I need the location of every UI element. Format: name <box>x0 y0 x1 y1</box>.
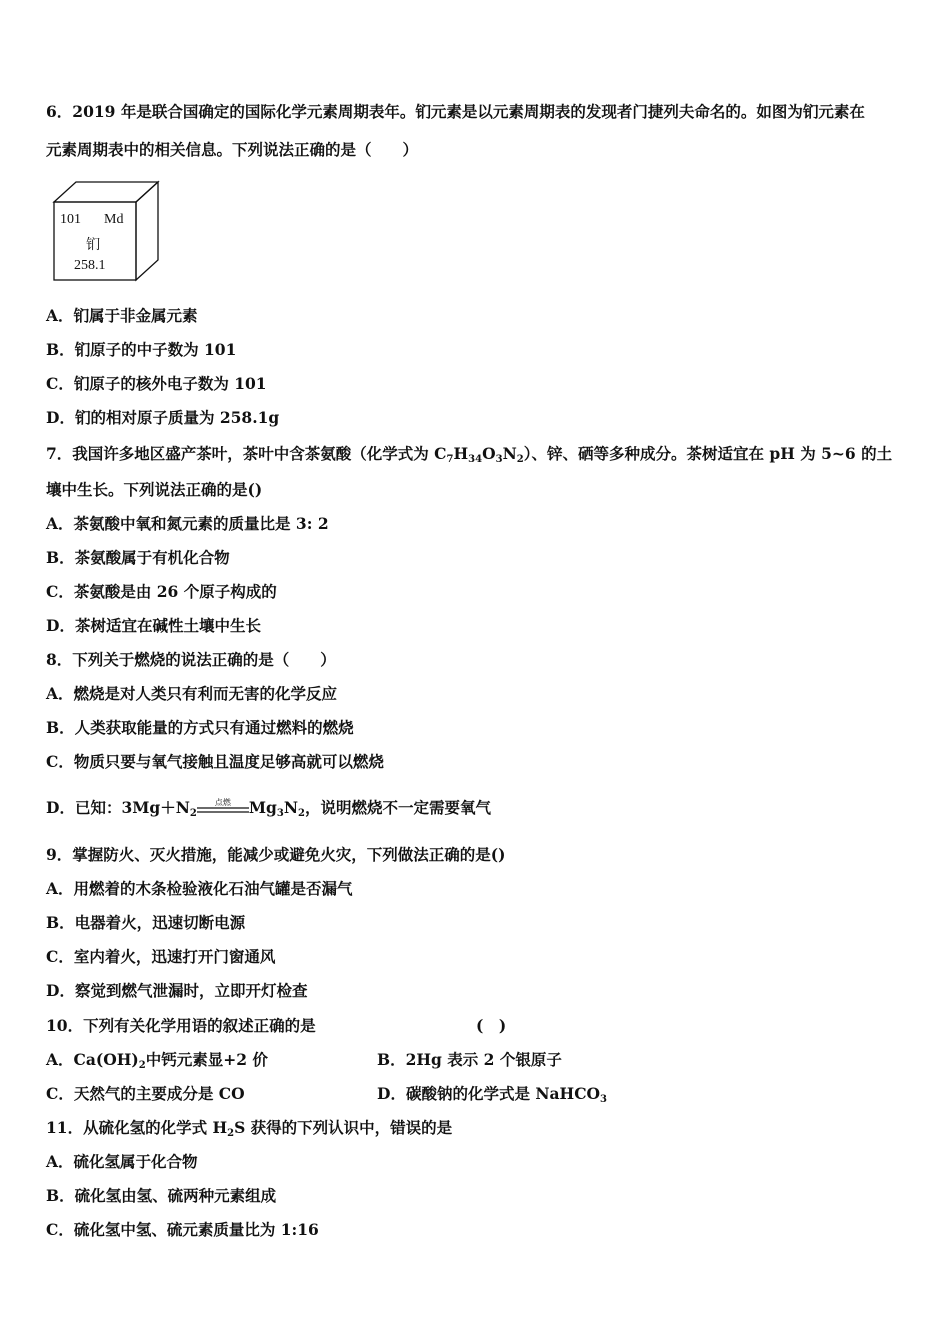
element-atomic-mass: 258.1 <box>74 258 106 273</box>
q10-answer-blank: ( ) <box>476 1016 507 1035</box>
q11-option-b: B．硫化氢由氢、硫两种元素组成 <box>46 1186 277 1205</box>
q7-n: N <box>502 444 517 463</box>
q8-stem: 8．下列关于燃烧的说法正确的是（ ） <box>46 650 336 669</box>
q9-stem: 9．掌握防火、灭火措施，能减少或避免火灾，下列做法正确的是() <box>46 845 506 864</box>
q11-option-c: C．硫化氢中氢、硫元素质量比为 1:16 <box>46 1220 319 1239</box>
q10-d-prefix: D．碳酸钠的化学式是 NaHCO <box>377 1084 601 1103</box>
q8-option-d <box>46 798 491 824</box>
q10-stem: 10．下列有关化学用语的叙述正确的是 <box>46 1016 316 1035</box>
element-name: 钔 <box>86 238 100 253</box>
element-cell-figure <box>52 180 160 282</box>
q7-o: O <box>482 444 496 463</box>
element-atomic-number: 101 <box>60 212 81 227</box>
q10-a-suffix: 中钙元素显+2 价 <box>145 1050 268 1069</box>
q8-d-sub-mg: 3 <box>276 808 284 819</box>
q7-sub-h: 34 <box>468 454 483 465</box>
element-cell-cube <box>52 180 160 282</box>
q8-d-n: N <box>283 798 298 817</box>
q11-stem-sub: 2 <box>227 1128 235 1139</box>
q7-option-d: D．茶树适宜在碱性土壤中生长 <box>46 616 261 635</box>
q7-stem-line1 <box>46 444 892 470</box>
q7-sub-n: 2 <box>516 454 524 465</box>
reaction-arrow <box>197 799 249 819</box>
q7-stem-part2: ）、锌、硒等多种成分。茶树适宜在 pH 为 5~6 的土 <box>523 444 893 463</box>
element-symbol: Md <box>104 212 124 227</box>
reaction-condition: 点燃 <box>214 798 231 807</box>
q6-option-a: A．钔属于非金属元素 <box>46 306 198 325</box>
q10-a-sub: 2 <box>138 1060 146 1071</box>
q8-option-b: B．人类获取能量的方式只有通过燃料的燃烧 <box>46 718 354 737</box>
q6-stem-line1: 6．2019 年是联合国确定的国际化学元素周期表年。钔元素是以元素周期表的发现者门捷列夫命名的。如图为钔元素在 <box>46 102 865 121</box>
q11-stem-prefix: 11．从硫化氢的化学式 H <box>46 1118 228 1137</box>
q9-option-b: B．电器着火，迅速切断电源 <box>46 913 246 932</box>
q10-option-a <box>46 1050 268 1076</box>
q9-option-a: A．用燃着的木条检验液化石油气罐是否漏气 <box>46 879 353 898</box>
q7-sub-c: 7 <box>446 454 454 465</box>
q7-sub-o: 3 <box>495 454 503 465</box>
q9-option-c: C．室内着火，迅速打开门窗通风 <box>46 947 276 966</box>
equals-sign-icon <box>197 806 249 814</box>
q8-d-suffix: ，说明燃烧不一定需要氧气 <box>304 798 491 817</box>
q8-d-prefix: D．已知：3Mg＋N <box>46 798 190 817</box>
q7-option-a: A．茶氨酸中氧和氮元素的质量比是 3: 2 <box>46 514 329 533</box>
q7-option-c: C．茶氨酸是由 26 个原子构成的 <box>46 582 277 601</box>
q8-d-product: Mg <box>248 798 277 817</box>
q8-d-sub-n2: 2 <box>189 808 197 819</box>
q8-option-c: C．物质只要与氧气接触且温度足够高就可以燃烧 <box>46 752 384 771</box>
q7-option-b: B．茶氨酸属于有机化合物 <box>46 548 230 567</box>
q10-a-prefix: A．Ca(OH) <box>46 1050 139 1069</box>
q6-option-d: D．钔的相对原子质量为 258.1g <box>46 408 280 427</box>
q10-option-c: C．天然气的主要成分是 CO <box>46 1084 245 1103</box>
q10-option-b: B．2Hg 表示 2 个银原子 <box>377 1050 562 1069</box>
q6-option-b: B．钔原子的中子数为 101 <box>46 340 237 359</box>
q10-option-d <box>377 1084 607 1110</box>
q7-stem-line2: 壤中生长。下列说法正确的是() <box>46 480 263 499</box>
q11-stem-suffix: S 获得的下列认识中，错误的是 <box>234 1118 453 1137</box>
q7-stem-part1: 7．我国许多地区盛产茶叶，茶叶中含茶氨酸（化学式为 C <box>46 444 447 463</box>
q11-stem <box>46 1118 452 1144</box>
q7-h: H <box>453 444 469 463</box>
q6-stem-line2: 元素周期表中的相关信息。下列说法正确的是（ ） <box>46 140 419 159</box>
q8-option-a: A．燃烧是对人类只有利而无害的化学反应 <box>46 684 338 703</box>
q8-d-sub-n: 2 <box>298 808 305 819</box>
q6-option-c: C．钔原子的核外电子数为 101 <box>46 374 267 393</box>
q11-option-a: A．硫化氢属于化合物 <box>46 1152 198 1171</box>
q9-option-d: D．察觉到燃气泄漏时，立即开灯检查 <box>46 981 308 1000</box>
q10-d-sub: 3 <box>600 1094 608 1105</box>
